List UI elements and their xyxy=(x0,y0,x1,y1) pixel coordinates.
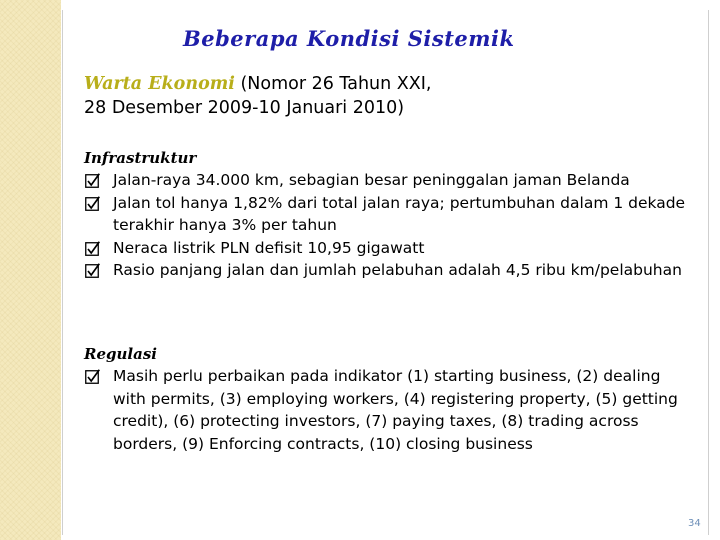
checkbox-check-icon xyxy=(85,369,100,384)
checkbox-check-icon xyxy=(85,173,100,188)
list-item xyxy=(84,169,694,192)
source-detail-line2: 28 Desember 2009-10 Januari 2010) xyxy=(84,98,405,118)
checkbox-check-icon xyxy=(85,263,100,278)
slide-title: Beberapa Kondisi Sistemik xyxy=(183,26,515,51)
regulasi-heading: Regulasi xyxy=(84,345,157,363)
checkbox-check-icon xyxy=(85,196,100,211)
infrastruktur-heading: Infrastruktur xyxy=(84,149,197,167)
list-item xyxy=(84,259,694,282)
checkbox-check-icon xyxy=(85,241,100,256)
decorative-side-band xyxy=(0,0,61,540)
infrastruktur-section xyxy=(84,148,694,282)
list-item-text: Jalan tol hanya 1,82% dari total jalan raya; pertumbuhan dalam 1 dekade terakhir hanya 3% per tahun xyxy=(113,193,686,234)
magazine-name: Warta Ekonomi xyxy=(84,74,235,94)
source-citation xyxy=(84,72,684,120)
regulasi-section xyxy=(84,344,694,455)
list-item xyxy=(84,192,694,237)
list-item-text: Jalan-raya 34.000 km, sebagian besar peninggalan jaman Belanda xyxy=(113,171,630,189)
list-item xyxy=(84,365,694,455)
page-number: 34 xyxy=(688,518,701,529)
list-item-text: Masih perlu perbaikan pada indikator (1) starting business, (2) dealing with permits, (3) employing workers, (4) registering property, (5) getting credit), (6) protecting investors, (7) paying taxes, (8) trading across borders, (9) Enforcing contracts, (10) closing business xyxy=(113,367,678,453)
source-detail-line1: (Nomor 26 Tahun XXI, xyxy=(234,74,432,94)
list-item xyxy=(84,237,694,260)
list-item-text: Neraca listrik PLN defisit 10,95 gigawatt xyxy=(113,238,425,257)
list-item-text: Rasio panjang jalan dan jumlah pelabuhan adalah 4,5 ribu km/pelabuhan xyxy=(113,261,682,279)
